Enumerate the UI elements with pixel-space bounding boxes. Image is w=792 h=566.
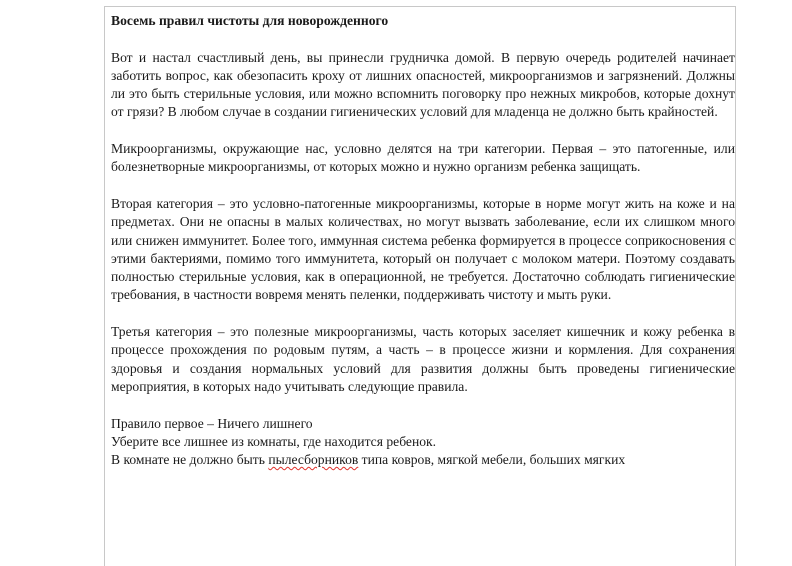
document-body[interactable]: [111, 12, 735, 469]
paragraph-categories: Микроорганизмы, окружающие нас, условно делятся на три категории. Первая – это патогенные, или болезнетворные микроорганизмы, от которых можно и нужно организм ребенка защищать.: [111, 141, 735, 175]
paragraph-second-category: Вторая категория – это условно-патогенные микроорганизмы, которые в норме могут жить на коже и на предметах. Они не опасны в малых количествах, но могут вызвать заболевание, если их слишком много или снижен иммунитет. Более того, иммунная система ребенка формируется в процессе соприкосновения с этими бактериями, помимо того иммунитета, который он получает с молоком матери. Поэтому создавать полностью стерильные условия, как в операционной, не требуется. Достаточно соблюдать гигиенические требования, в частности вовремя менять пеленки, поддерживать чистоту и мыть руки.: [111, 195, 735, 303]
spelling-error-word[interactable]: пылесборников: [268, 452, 359, 468]
rule-one-text: [111, 451, 735, 469]
rule-one-text-end: типа ковров, мягкой мебели, больших мягких: [358, 452, 626, 468]
rule-one-text-start: В комнате не должно быть: [111, 452, 269, 468]
rule-one-subline: Уберите все лишнее из комнаты, где находится ребенок.: [111, 433, 437, 449]
paragraph-intro: Вот и настал счастливый день, вы принесли грудничка домой. В первую очередь родителей начинает заботить вопрос, как обезопасить кроху от лишних опасностей, микроорганизмов и загрязнений. Должны ли это быть стерильные условия, или можно вспомнить поговорку про нежных микробов, которые дохнут от грязи? В любом случае в создании гигиенических условий для младенца не должно быть крайностей.: [111, 49, 735, 120]
document-title: Восемь правил чистоты для новорожденного: [111, 13, 389, 28]
rule-one-heading: Правило первое – Ничего лишнего: [111, 415, 313, 431]
paragraph-third-category: Третья категория – это полезные микроорганизмы, часть которых заселяет кишечник и кожу ребенка в процессе прохождения по родовым путям, а часть – в процессе жизни и кормления. Для сохранения здоровья и создания нормальных условий для развития должны быть проведены гигиенические мероприятия, в которых надо учитывать следующие правила.: [111, 324, 735, 394]
